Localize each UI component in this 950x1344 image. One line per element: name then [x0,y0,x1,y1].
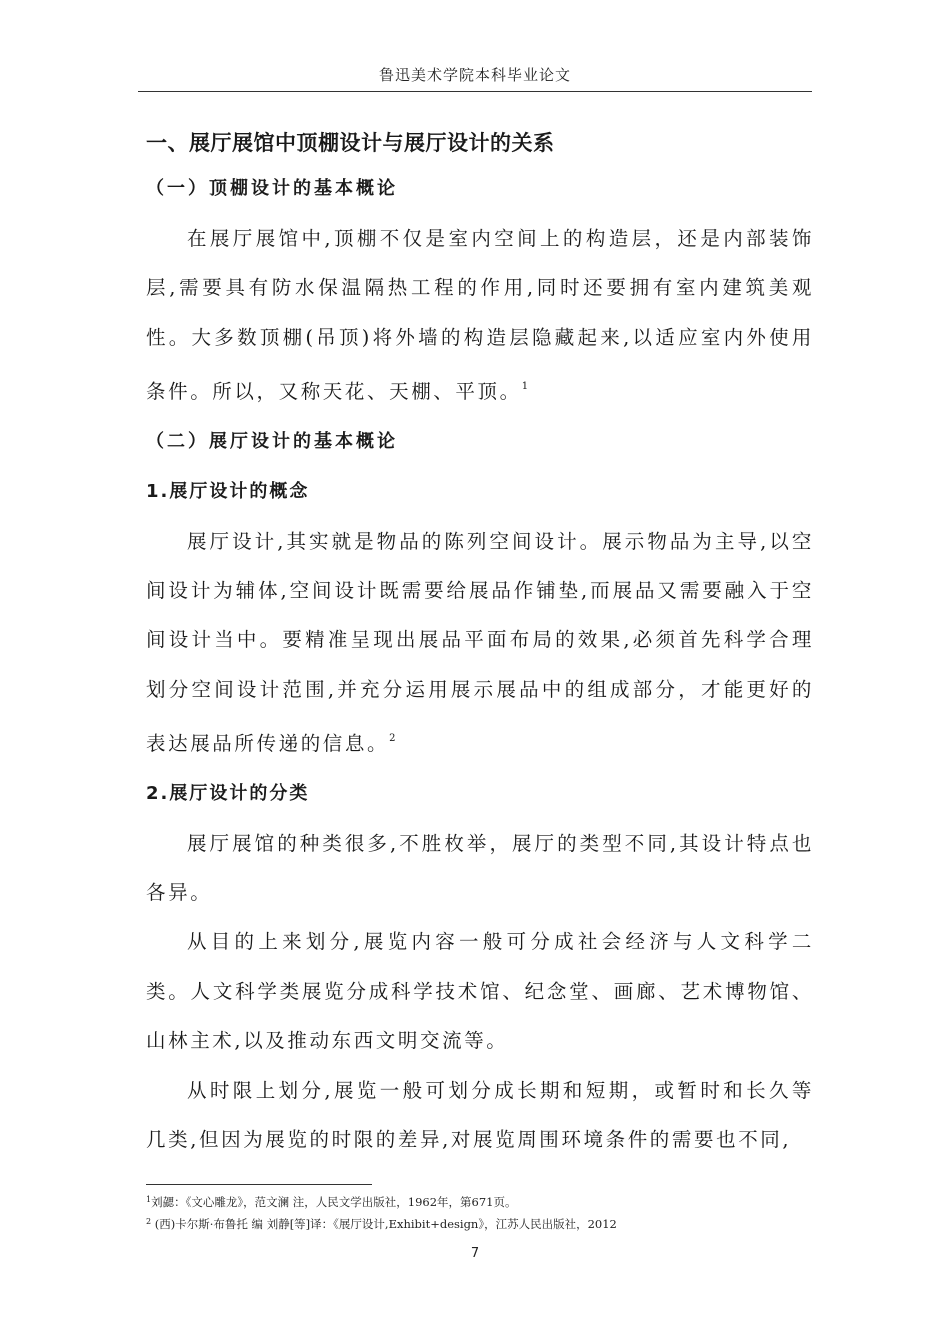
subsection-heading-1: （一）顶棚设计的基本概论 [146,178,398,199]
subsection-heading-2: （二）展厅设计的基本概论 [146,430,398,452]
page-body [146,122,814,1165]
footnote-mark: 2 [146,1217,152,1226]
running-header: 鲁迅美术学院本科毕业论文 [378,66,571,84]
footnote-1 [146,1190,826,1212]
paragraph-by-purpose: 从目的上来划分,展览内容一般可分成社会经济与人文科学二类。人文科学类展览分成科学技术馆、纪念堂、画廊、艺术博物馆、山林主术,以及推动东西文明交流等。 [146,930,814,1053]
paragraph-hall-types: 展厅展馆的种类很多,不胜枚举，展厅的类型不同,其设计特点也各异。 [146,831,814,905]
footnote-ref-1[interactable]: 1 [521,381,529,393]
footnote-text: (西)卡尔斯·布鲁托 编 刘静[等]译：《展厅设计,Exhibit+design》，江苏人民出版社，2012 [151,1217,617,1231]
paragraph-by-duration: 从时限上划分,展览一般可划分成长期和短期，或暂时和长久等几类,但因为展览的时限的差异,对展览周围环境条件的需要也不同, [146,1078,814,1152]
paragraph-ceiling-concept: 在展厅展馆中,顶棚不仅是室内空间上的构造层，还是内部装饰层,需要具有防水保温隔热工程的作用,同时还要拥有室内建筑美观性。大多数顶棚(吊顶)将外墙的构造层隐藏起来,以适应室内外使用条件。所以，又称天花、天棚、平顶。$^1$ [146,227,814,404]
item-heading-classification: 2.展厅设计的分类 [146,782,310,804]
footnote-ref-2[interactable]: 2 [389,733,396,745]
header-divider [138,91,812,92]
footnote-text: 刘勰：《文心雕龙》，范文澜 注，人民文学出版社，1962年，第671页。 [151,1195,517,1209]
item-heading-concept: 1.展厅设计的概念 [146,480,310,502]
paragraph-hall-concept: 展厅设计,其实就是物品的陈列空间设计。展示物品为主导,以空间设计为辅体,空间设计既需要给展品作铺垫,而展品又需要融入于空间设计当中。要精准呈现出展品平面布局的效果,必须首先科学合理划分空间设计范围,并充分运用展示展品中的组成部分，才能更好的表达展品所传递的信息。$^2$ [146,529,814,756]
footnotes [146,1190,826,1234]
footnote-mark: 1 [146,1195,152,1204]
footnote-divider [146,1184,372,1185]
section-heading: 一、展厅展馆中顶棚设计与展厅设计的关系 [146,131,555,155]
page-number: 7 [470,1246,480,1261]
footnote-2 [146,1212,826,1234]
